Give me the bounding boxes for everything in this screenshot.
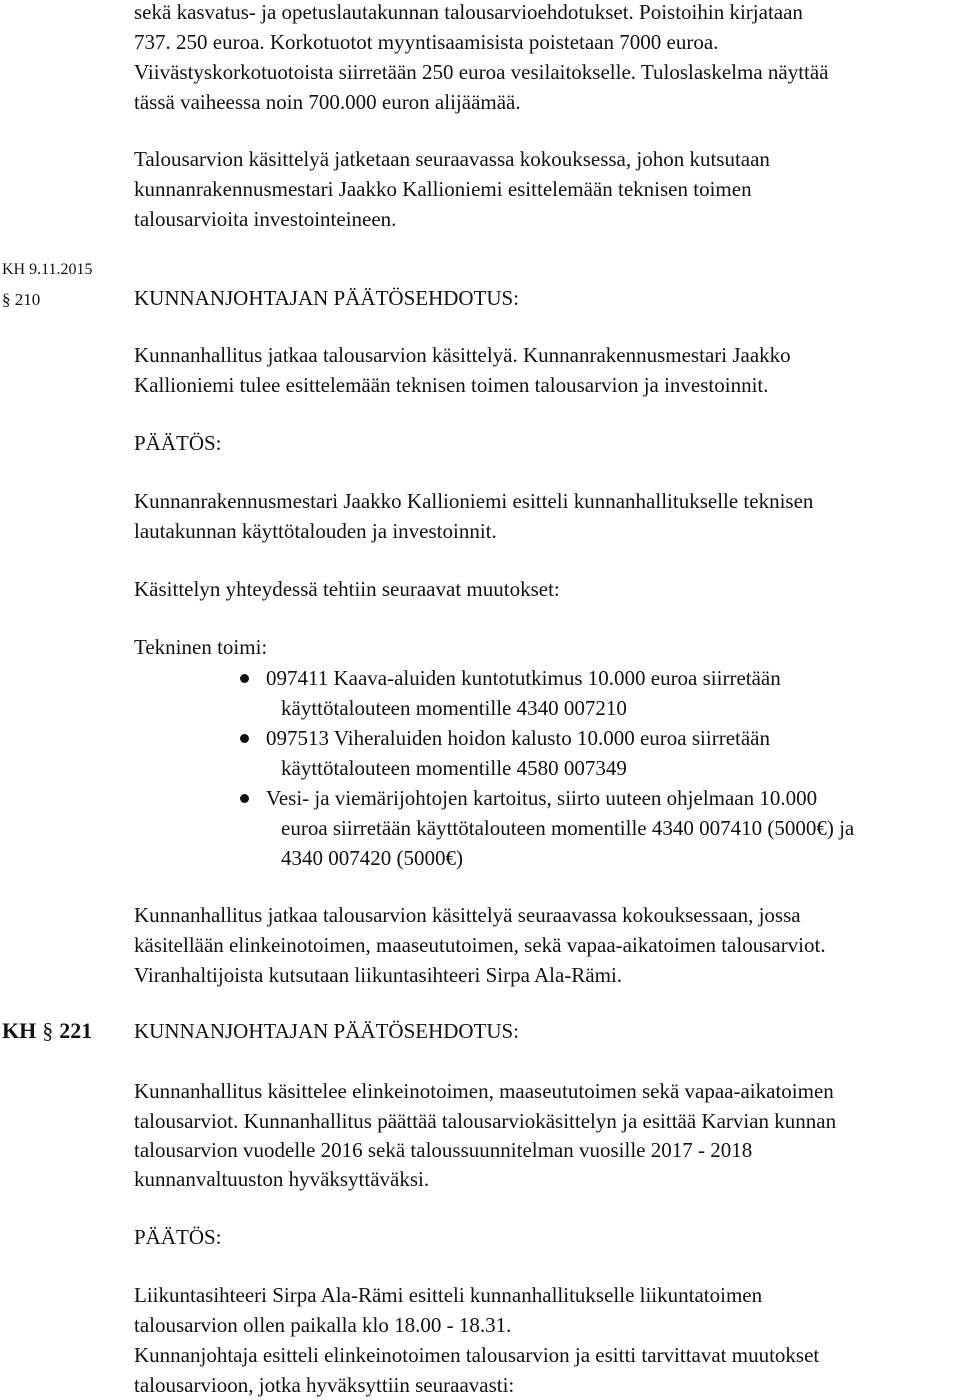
proposal-line: kunnanvaltuuston hyväksyttäväksi. xyxy=(134,1167,430,1191)
section-prefix: KH xyxy=(2,1018,37,1043)
decision-line: talousarvion ollen paikalla klo 18.00 - 18.31. xyxy=(134,1313,512,1337)
decision-line: Kunnanjohtaja esitteli elinkeinotoimen talousarvion ja esitti tarvittavat muutokset xyxy=(134,1343,820,1367)
continuation-line: talousarvioita investointeineen. xyxy=(134,207,397,231)
proposal-line: talousarvion vuodelle 2016 sekä taloussuunnitelman vuosille 2017 - 2018 xyxy=(134,1138,753,1162)
intro-line: 737. 250 euroa. Korkotuotot myyntisaamisista poistetaan 7000 euroa. xyxy=(134,30,719,54)
section-marker-210 xyxy=(2,290,40,310)
continuation-line: kunnanrakennusmestari Jaakko Kallioniemi esittelemään teknisen toimen xyxy=(134,177,752,201)
decision-line: Kunnanrakennusmestari Jaakko Kallioniemi esitteli kunnanhallitukselle teknisen xyxy=(134,489,814,513)
proposal-heading: KUNNANJOHTAJAN PÄÄTÖSEHDOTUS: xyxy=(134,1019,520,1043)
bullet-line: 4340 007420 (5000€) xyxy=(281,846,463,870)
proposal-line: Kunnanhallitus käsittelee elinkeinotoimen, maaseututoimen sekä vapaa-aikatoimen xyxy=(134,1079,834,1103)
changes-intro: Käsittelyn yhteydessä tehtiin seuraavat muutokset: xyxy=(134,577,560,601)
bullet-line: käyttötalouteen momentille 4340 007210 xyxy=(281,696,627,720)
closing-line: Kunnanhallitus jatkaa talousarvion käsittelyä seuraavassa kokouksessaan, jossa xyxy=(134,903,801,927)
section-symbol: § xyxy=(42,1018,54,1043)
bullet-dot xyxy=(240,794,249,803)
proposal-line: Kunnanhallitus jatkaa talousarvion käsittelyä. Kunnanrakennusmestari Jaakko xyxy=(134,343,791,367)
section-number: 221 xyxy=(59,1018,93,1043)
meeting-date: KH 9.11.2015 xyxy=(2,261,93,278)
intro-line: tässä vaiheessa noin 700.000 euron alijäämää. xyxy=(134,90,521,114)
decision-line: lautakunnan käyttötalouden ja investoinnit. xyxy=(134,519,497,543)
closing-line: Viranhaltijoista kutsutaan liikuntasihteeri Sirpa Ala-Rämi. xyxy=(134,963,623,987)
proposal-heading: KUNNANJOHTAJAN PÄÄTÖSEHDOTUS: xyxy=(134,286,520,310)
bullet-dot xyxy=(240,674,249,683)
intro-line: Viivästyskorkotuotoista siirretään 250 euroa vesilaitokselle. Tuloslaskelma näyttää xyxy=(134,60,829,84)
section-marker-221 xyxy=(2,1016,92,1046)
closing-line: käsitellään elinkeinotoimen, maaseututoimen, sekä vapaa-aikatoimen talousarviot. xyxy=(134,933,826,957)
intro-line: sekä kasvatus- ja opetuslautakunnan talousarvioehdotukset. Poistoihin kirjataan xyxy=(134,0,803,24)
bullet-line: euroa siirretään käyttötalouteen momentille 4340 007410 (5000€) ja xyxy=(281,816,855,840)
section-symbol: § xyxy=(2,290,11,309)
decision-heading: PÄÄTÖS: xyxy=(134,431,222,455)
bullet-line: 097513 Viheraluiden hoidon kalusto 10.000 euroa siirretään xyxy=(266,726,770,750)
proposal-line: talousarviot. Kunnanhallitus päättää talousarviokäsittelyn ja esittää Karvian kunnan xyxy=(134,1109,837,1133)
bullet-line: 097411 Kaava-aluiden kuntotutkimus 10.000 euroa siirretään xyxy=(266,666,781,690)
decision-line: talousarvioon, jotka hyväksyttiin seuraavasti: xyxy=(134,1373,515,1397)
bullet-line: Vesi- ja viemärijohtojen kartoitus, siirto uuteen ohjelmaan 10.000 xyxy=(266,786,818,810)
proposal-line: Kallioniemi tulee esittelemään teknisen toimen talousarvion ja investoinnit. xyxy=(134,373,769,397)
decision-line: Liikuntasihteeri Sirpa Ala-Rämi esitteli kunnanhallitukselle liikuntatoimen xyxy=(134,1283,763,1307)
decision-heading: PÄÄTÖS: xyxy=(134,1225,222,1249)
section-number: 210 xyxy=(14,290,41,309)
bullet-line: käyttötalouteen momentille 4580 007349 xyxy=(281,756,627,780)
bullet-dot xyxy=(240,734,249,743)
tech-heading: Tekninen toimi: xyxy=(134,635,268,659)
continuation-line: Talousarvion käsittelyä jatketaan seuraavassa kokouksessa, johon kutsutaan xyxy=(134,147,770,171)
